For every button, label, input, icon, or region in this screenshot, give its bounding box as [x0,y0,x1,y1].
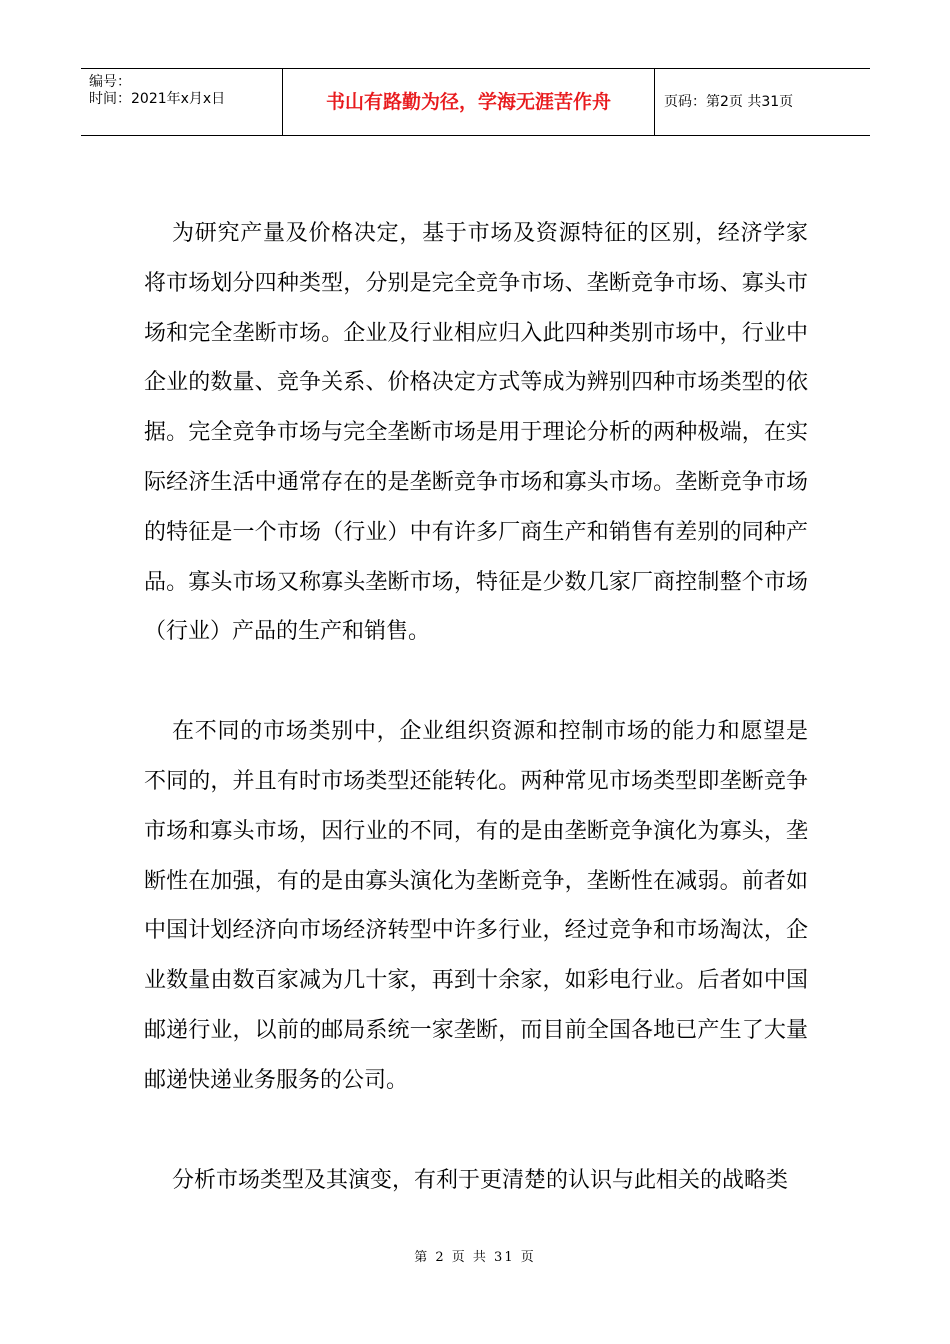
header-page-number: 页码：第2页 共31页 [664,94,794,110]
body-paragraph-1: 为研究产量及价格决定，基于市场及资源特征的区别，经济学家将市场划分四种类型，分别是完全竞争市场、垄断竞争市场、寡头市场和完全垄断市场。企业及行业相应归入此四种类别市场中，行业中企业的数量、竞争关系、价格决定方式等成为辨别四种市场类型的依据。完全竞争市场与完全垄断市场是用于理论分析的两种极端，在实际经济生活中通常存在的是垄断竞争市场和寡头市场。垄断竞争市场的特征是一个市场（行业）中有许多厂商生产和销售有差别的同种产品。寡头市场又称寡头垄断市场，特征是少数几家厂商控制整个市场（行业）产品的生产和销售。 [144,221,808,645]
body-paragraph-2: 在不同的市场类别中，企业组织资源和控制市场的能力和愿望是不同的，并且有时市场类型还能转化。两种常见市场类型即垄断竞争市场和寡头市场，因行业的不同，有的是由垄断竞争演化为寡头，垄断性在加强，有的是由寡头演化为垄断竞争，垄断性在减弱。前者如中国计划经济向市场经济转型中许多行业，经过竞争和市场淘汰，企业数量由数百家减为几十家，再到十余家，如彩电行业。后者如中国邮递行业，以前的邮局系统一家垄断，而目前全国各地已产生了大量邮递快递业务服务的公司。 [144,719,808,1093]
document-body [144,209,808,1255]
page-footer: 第 2 页 共 31 页 [414,1250,536,1265]
body-paragraph-3: 分析市场类型及其演变，有利于更清楚的认识与此相关的战略类 [172,1167,789,1193]
header-motto: 书山有路勤为径，学海无涯苦作舟 [282,69,655,135]
document-time-label: 时间：2021年x月x日 [89,91,226,107]
page-header [81,68,870,136]
document-number-label: 编号： [89,74,131,90]
header-meta-cell [81,69,282,135]
